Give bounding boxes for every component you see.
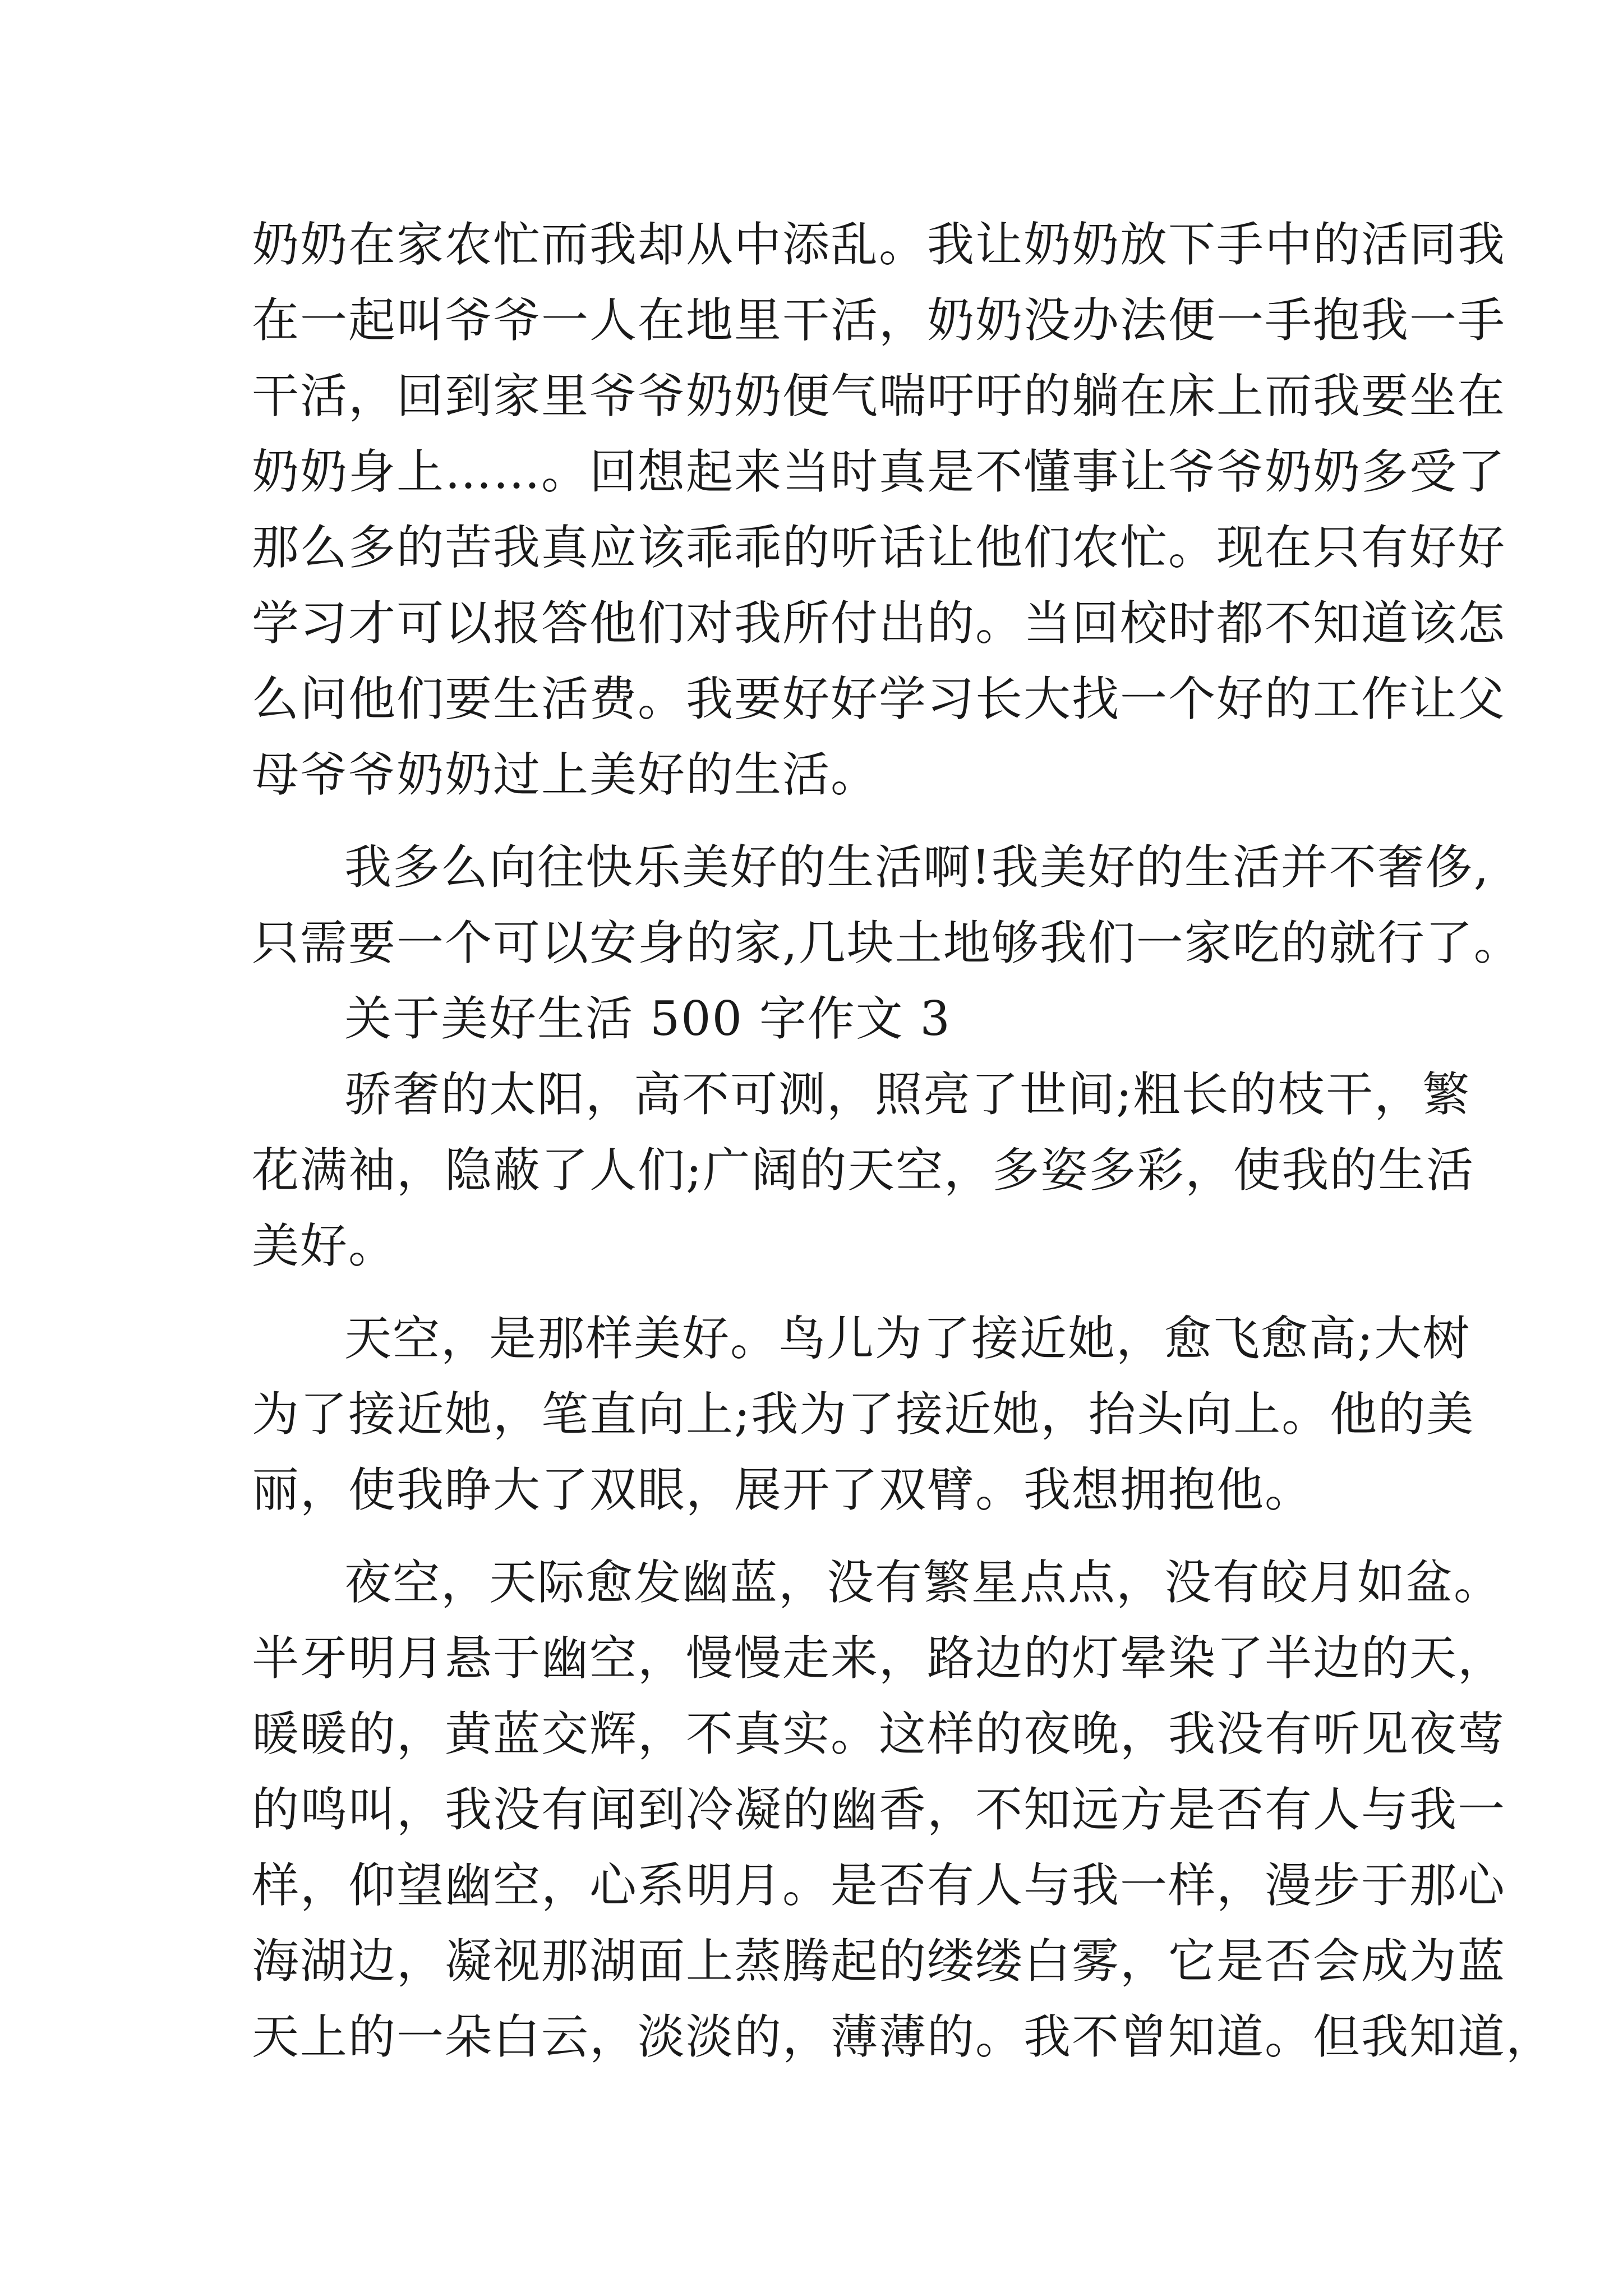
text-line: 学习才可以报答他们对我所付出的。当回校时都不知道该怎	[252, 596, 1506, 651]
document-body	[252, 207, 1555, 2075]
text-line: 暖暖的，黄蓝交辉，不真实。这样的夜晚，我没有听见夜莺	[252, 1706, 1506, 1761]
text-line: 花满袖，隐蔽了人们;广阔的天空，多姿多彩，使我的生活	[252, 1143, 1475, 1198]
text-line: 只需要一个可以安身的家,几块土地够我们一家吃的就行了。	[252, 915, 1522, 970]
section-heading: 关于美好生活 500 字作文 3	[344, 991, 951, 1046]
text-line: 样，仰望幽空，心系明月。是否有人与我一样，漫步于那心	[252, 1858, 1506, 1913]
text-line: 半牙明月悬于幽空，慢慢走来，路边的灯晕染了半边的天，	[252, 1631, 1506, 1686]
text-line: 奶奶身上……。回想起来当时真是不懂事让爷爷奶奶多受了	[252, 444, 1506, 499]
paragraph-start-line: 天空，是那样美好。鸟儿为了接近她，愈飞愈高;大树	[344, 1311, 1471, 1366]
text-line: 海湖边，凝视那湖面上蒸腾起的缕缕白雾，它是否会成为蓝	[252, 1934, 1506, 1989]
text-line: 母爷爷奶奶过上美好的生活。	[252, 747, 879, 802]
text-line: 那么多的苦我真应该乖乖的听话让他们农忙。现在只有好好	[252, 520, 1506, 575]
text-line: 干活，回到家里爷爷奶奶便气喘吁吁的躺在床上而我要坐在	[252, 369, 1506, 424]
text-line: 奶奶在家农忙而我却从中添乱。我让奶奶放下手中的活同我	[252, 217, 1506, 272]
text-line: 么问他们要生活费。我要好好学习长大找一个好的工作让父	[252, 671, 1506, 726]
text-line: 的鸣叫，我没有闻到冷凝的幽香，不知远方是否有人与我一	[252, 1782, 1506, 1837]
text-line: 在一起叫爷爷一人在地里干活，奶奶没办法便一手抱我一手	[252, 293, 1506, 348]
text-line: 为了接近她，笔直向上;我为了接近她，抬头向上。他的美	[252, 1387, 1475, 1442]
text-line: 天上的一朵白云，淡淡的，薄薄的。我不曾知道。但我知道，	[252, 2009, 1555, 2064]
paragraph-start-line: 夜空，天际愈发幽蓝，没有繁星点点，没有皎月如盆。	[344, 1555, 1502, 1610]
text-line: 丽，使我睁大了双眼，展开了双臂。我想拥抱他。	[252, 1462, 1313, 1517]
paragraph-start-line: 我多么向往快乐美好的生活啊!我美好的生活并不奢侈,	[344, 840, 1490, 895]
paragraph-start-line: 骄奢的太阳，高不可测，照亮了世间;粗长的枝干，繁	[344, 1067, 1471, 1122]
text-line: 美好。	[252, 1218, 397, 1273]
